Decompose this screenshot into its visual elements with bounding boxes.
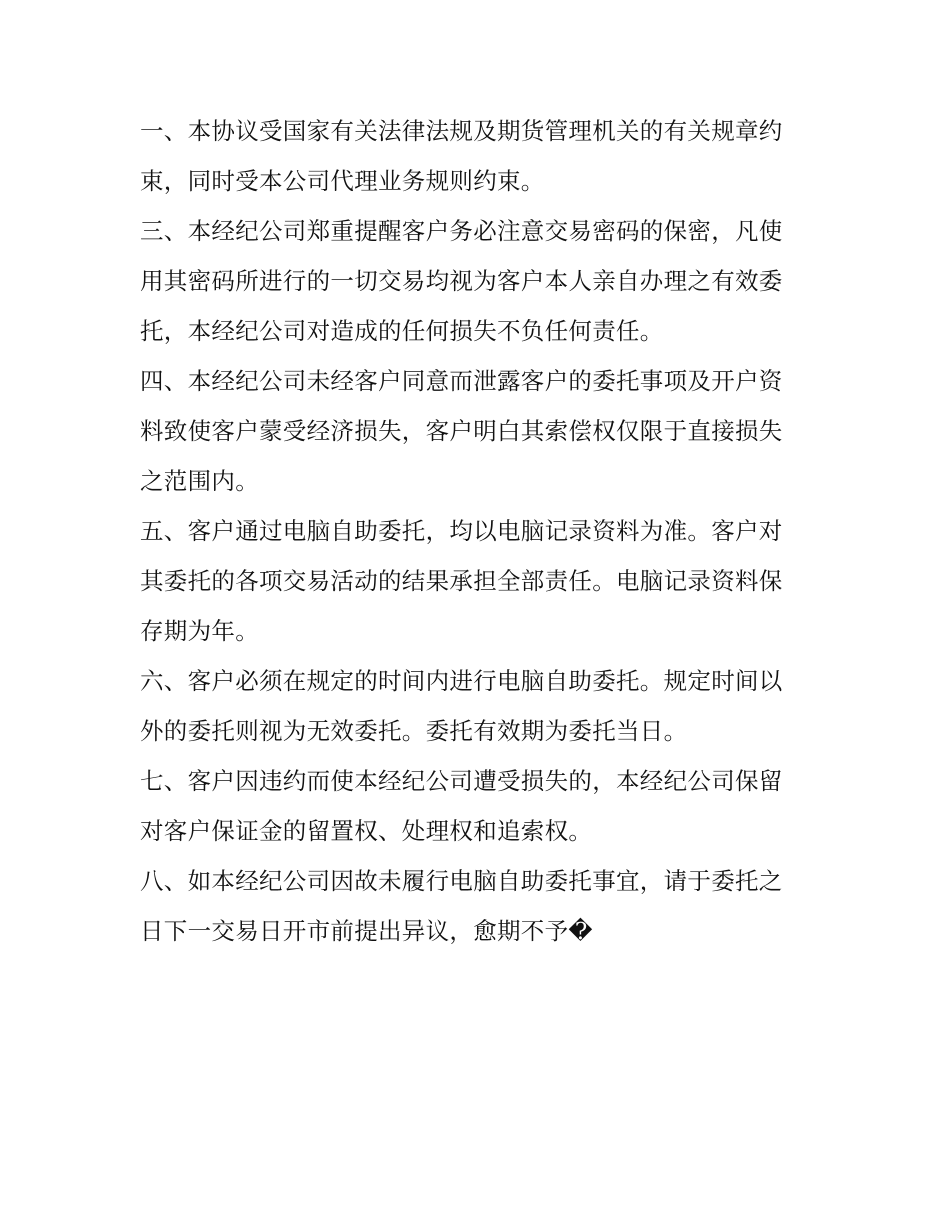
clause-line: 料致使客户蒙受经济损失，客户明白其索偿权仅限于直接损失 — [140, 417, 783, 445]
clause-line: 八、如本经纪公司因故未履行电脑自助委托事宜，请于委托之 — [140, 867, 783, 895]
clause-line: 一、本协议受国家有关法律法规及期货管理机关的有关规章约 — [140, 117, 783, 145]
clause-line: 四、本经纪公司未经客户同意而泄露客户的委托事项及开户资 — [140, 367, 783, 395]
clause-line: 束，同时受本公司代理业务规则约束。 — [140, 167, 545, 195]
clause-line: 五、客户通过电脑自助委托，均以电脑记录资料为准。客户对 — [140, 517, 783, 545]
clause-line: 托，本经纪公司对造成的任何损失不负任何责任。 — [140, 317, 664, 345]
clause-line: 七、客户因违约而使本经纪公司遭受损失的，本经纪公司保留 — [140, 767, 783, 795]
clause-line: 其委托的各项交易活动的结果承担全部责任。电脑记录资料保 — [140, 567, 783, 595]
clause-line: 对客户保证金的留置权、处理权和追索权。 — [140, 817, 593, 845]
clause-line: 外的委托则视为无效委托。委托有效期为委托当日。 — [140, 717, 688, 745]
clause-line: 三、本经纪公司郑重提醒客户务必注意交易密码的保密，凡使 — [140, 217, 783, 245]
clause-line: 存期为年。 — [140, 617, 259, 645]
clause-line: 之范围内。 — [140, 467, 259, 495]
clause-line: 用其密码所进行的一切交易均视为客户本人亲自办理之有效委 — [140, 267, 783, 295]
clause-line: 六、客户必须在规定的时间内进行电脑自助委托。规定时间以 — [140, 667, 783, 695]
document-body — [140, 106, 820, 956]
clause-line: 日下一交易日开市前提出异议，愈期不予� — [140, 917, 593, 945]
